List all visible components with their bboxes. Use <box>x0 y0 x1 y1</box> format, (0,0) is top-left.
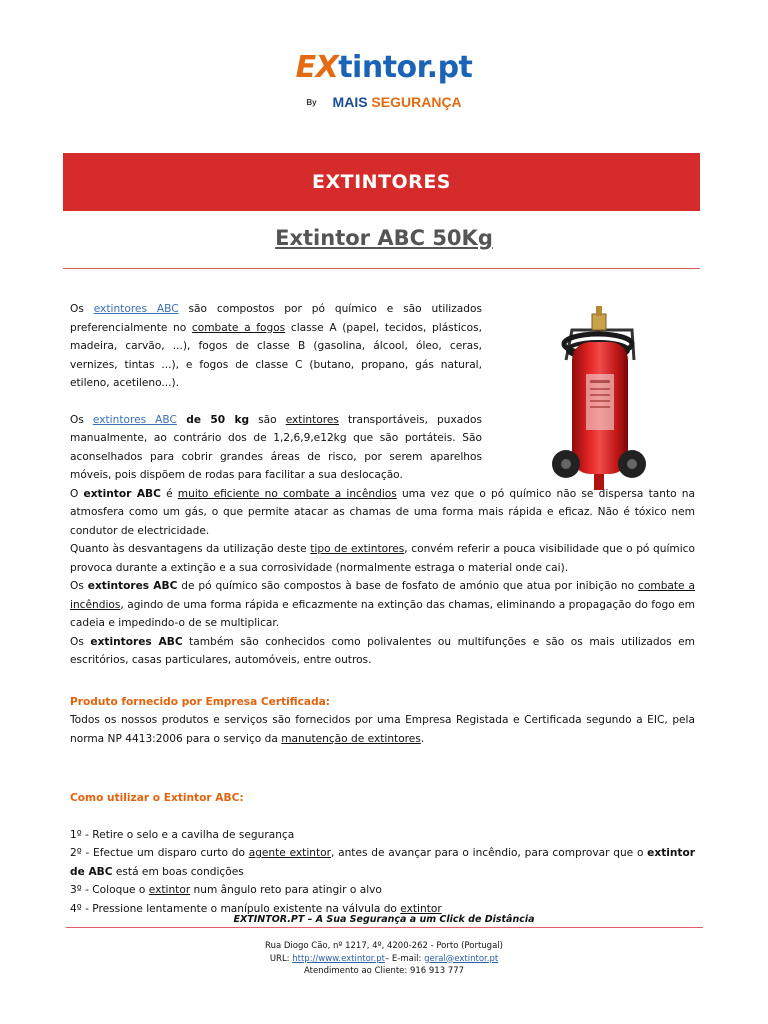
text: , agindo de uma forma rápida e eficazmente na extinção das chamas, eliminando a propagação do fogo em cadeia e impedindo-o de se multiplicar. <box>70 598 695 629</box>
link-agente-extintor[interactable]: agente extintor <box>248 847 331 859</box>
text: é <box>160 487 178 500</box>
logo-seguranca: SEGURANÇA <box>367 94 462 110</box>
logo-mais: MAIS <box>332 94 368 110</box>
spacer <box>70 808 695 826</box>
cert-heading: Produto fornecido por Empresa Certificada: <box>70 695 331 708</box>
logo-rest: tintor.pt <box>338 50 473 85</box>
text: Os <box>70 635 91 648</box>
text: Os <box>70 580 88 592</box>
section-banner <box>63 153 700 211</box>
howto-heading: Como utilizar o Extintor ABC: <box>70 792 244 804</box>
text: O <box>70 487 84 500</box>
text: Todos os nossos produtos e serviços são fornecidos por uma Empresa Registada e Certificada segundo a EIC, pela norma NP 4413:2006 para o serviço da <box>70 714 695 745</box>
bold-text: extintor ABC <box>83 487 161 500</box>
logo-by: By <box>306 98 317 107</box>
link-extintores[interactable]: extintores <box>285 413 339 426</box>
paragraph-50kg <box>70 411 482 485</box>
bold-text: extintores ABC <box>90 635 183 648</box>
text: Quanto às desvantagens da utilização deste <box>70 543 311 555</box>
text: . <box>420 732 425 745</box>
paragraph-desvantagens <box>70 540 695 577</box>
step-2 <box>70 844 695 881</box>
text: transportáveis, puxados manualmente, ao contrário dos de 1,2,6,9,e12kg que são portáteis. São aconselhados para cobrir grandes áreas de risco, por serem aparelhos móveis, pois dispõem de rodas para facilitar a sua deslocação. <box>70 413 482 481</box>
text: num ângulo reto para atingir o alvo <box>190 884 382 896</box>
footer-links <box>0 953 768 966</box>
footer-divider <box>66 927 703 928</box>
link-extintores-abc[interactable]: extintores ABC <box>93 303 179 315</box>
link-combate-incendios[interactable]: combate a incêndios <box>70 580 695 611</box>
url-label: URL: <box>269 953 293 964</box>
bold-text: extintores ABC <box>87 580 178 592</box>
link-tipo-extintores[interactable]: tipo de extintores <box>310 543 405 555</box>
text: está em boas condições <box>112 865 244 878</box>
step-1: 1º - Retire o selo e a cavilha de segurança <box>70 828 295 841</box>
bold-text: de 50 kg <box>176 413 250 426</box>
document-body <box>70 300 695 918</box>
link-extintor-2[interactable]: extintor <box>400 902 442 915</box>
text: são compostos por pó químico e são utilizados preferencialmente no <box>70 303 482 334</box>
footer-contact <box>0 940 768 978</box>
text: 3º - Coloque o <box>70 884 149 896</box>
link-combate-fogos[interactable]: combate a fogos <box>191 321 286 334</box>
link-manutencao[interactable]: manutenção de extintores <box>281 732 421 745</box>
text: Os <box>70 413 93 426</box>
product-title: Extintor ABC 50Kg <box>275 226 493 250</box>
logo-ex: EX <box>295 50 339 85</box>
spacer <box>70 748 695 771</box>
text: de pó químico são compostos à base de fosfato de amónio que atua por inibição no <box>177 580 639 592</box>
text: classe A (papel, tecidos, plásticos, madeira, carvão, ...), fogos de classe B (gasolina, álcool, óleo, ceras, vernizes, tintas ...), e fogos de classe C (butano, propano, gás natural, etileno, acetileno...). <box>70 321 482 389</box>
text: , antes de avançar para o incêndio, para comprovar que o <box>330 847 648 859</box>
link-extintores-abc-2[interactable]: extintores ABC <box>92 413 177 426</box>
banner-title: EXTINTORES <box>312 171 451 193</box>
email-link[interactable]: geral@extintor.pt <box>424 953 499 964</box>
paragraph-cert <box>70 711 695 748</box>
spacer <box>70 393 482 411</box>
link-extintor[interactable]: extintor <box>148 884 191 896</box>
paragraph-intro <box>70 300 482 393</box>
paragraph-polivalentes <box>70 633 695 670</box>
paragraph-eficiente <box>70 485 695 541</box>
title-divider <box>63 268 700 269</box>
text: 2º - Efectue um disparo curto do <box>70 847 249 859</box>
footer-tagline: EXTINTOR.PT – A Sua Segurança a um Click de Distância <box>233 914 535 925</box>
email-label: – E-mail: <box>384 953 425 964</box>
spacer <box>70 670 695 693</box>
intro-column <box>70 300 482 485</box>
text: também são conhecidos como polivalentes ou multifunções e são os mais utilizados em escritórios, casas particulares, automóveis, entre outros. <box>70 635 695 666</box>
logo-subtitle <box>0 94 768 110</box>
step-3 <box>70 881 695 900</box>
bold-text: extintor de ABC <box>70 847 695 878</box>
url-link[interactable]: http://www.extintor.pt <box>292 953 385 964</box>
footer-phone: Atendimento ao Cliente: 916 913 777 <box>303 966 465 976</box>
text: 4º - Pressione lentamente o manípulo existente na válvula do <box>70 902 401 915</box>
paragraph-composicao <box>70 577 695 633</box>
text: Os <box>70 303 94 315</box>
logo-wordmark <box>0 50 768 86</box>
link-muito-eficiente[interactable]: muito eficiente no combate a incêndios <box>177 487 397 500</box>
text: , convém referir a pouca visibilidade que o pó químico provoca durante a extinção e a sua corrosividade (normalmente estraga o material onde cai). <box>70 543 695 574</box>
spacer <box>70 771 695 789</box>
footer-address: Rua Diogo Cão, nº 1217, 4º, 4200-262 - Porto (Portugal) <box>265 941 503 951</box>
text: uma vez que o pó químico não se dispersa tanto na atmosfera como um gás, o que permite atacar as chamas de uma forma mais rápida e eficaz. Não é tóxico nem condutor de electricidade. <box>70 487 695 537</box>
text: são <box>249 413 286 426</box>
page-footer <box>0 914 768 978</box>
logo <box>0 50 768 110</box>
